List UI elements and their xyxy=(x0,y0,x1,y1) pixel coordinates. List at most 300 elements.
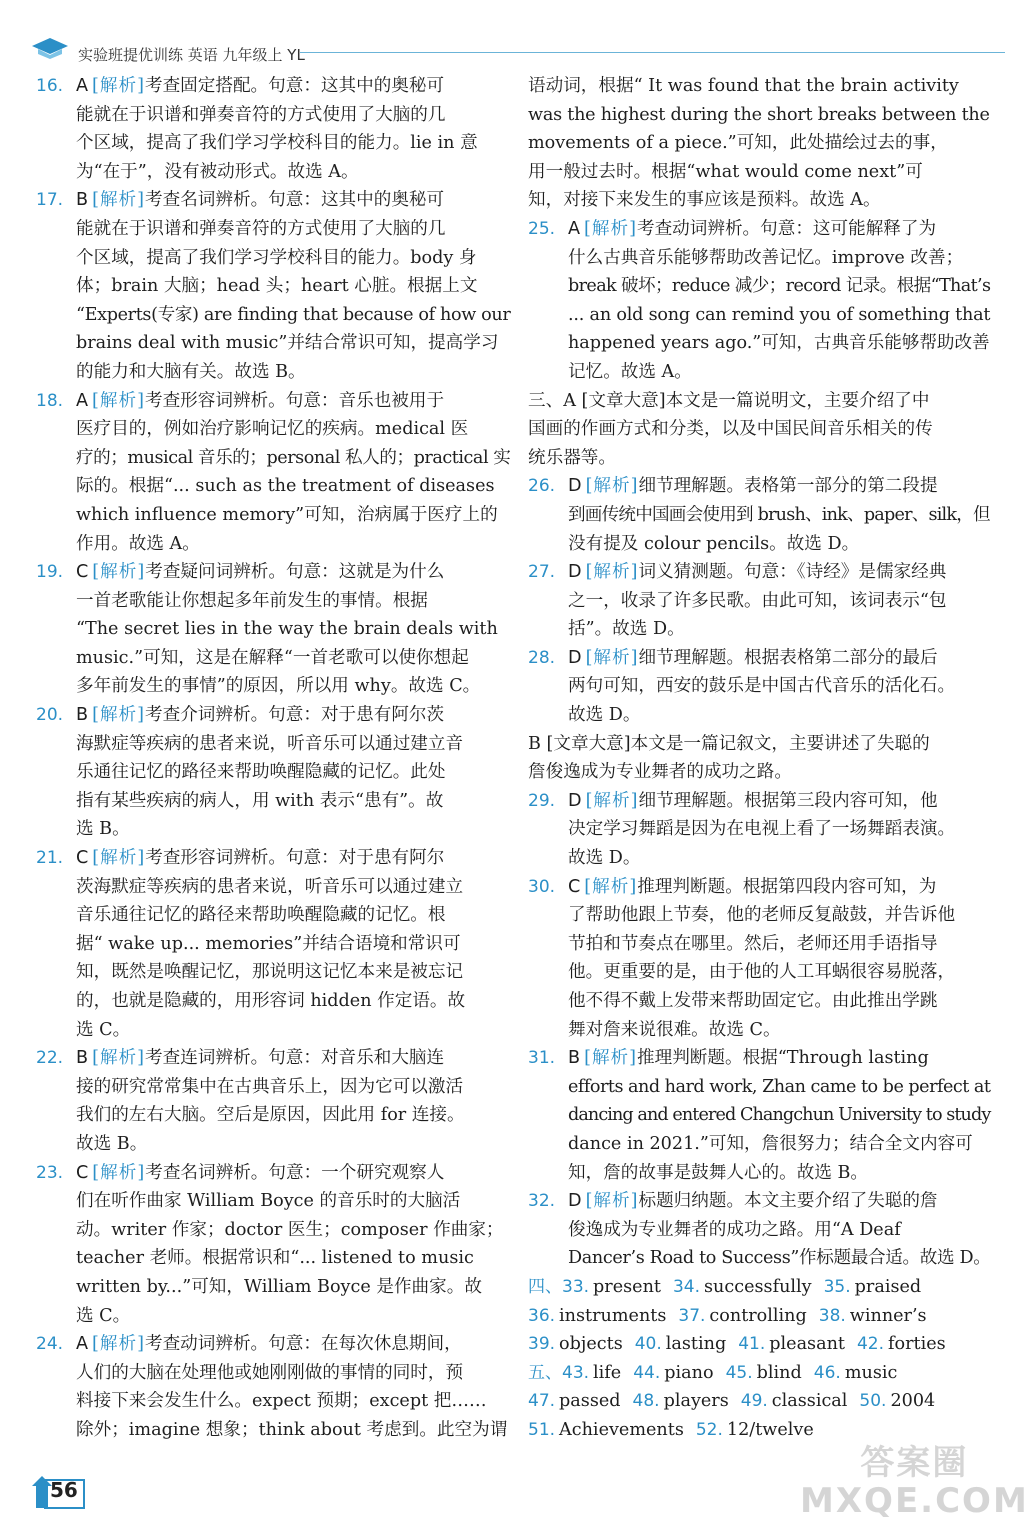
answer-item xyxy=(36,387,510,559)
question-number: 52. xyxy=(695,1419,723,1440)
answer-letter: D xyxy=(568,790,582,811)
text-line xyxy=(76,730,510,759)
text-line xyxy=(76,1273,510,1302)
analysis-tag: [解析] xyxy=(92,1334,145,1355)
answer-word: successfully xyxy=(704,1276,812,1297)
fill-answer xyxy=(633,1391,729,1411)
answer-item xyxy=(528,787,990,873)
answer-item xyxy=(528,644,990,730)
fill-answer xyxy=(562,1277,661,1297)
text-line xyxy=(568,1159,990,1188)
line-text: 考查形容词辨析。句意：音乐也被用于 xyxy=(144,390,445,411)
answer-word: forties xyxy=(888,1334,946,1355)
text-line xyxy=(568,701,990,730)
answer-item xyxy=(528,387,990,473)
line-text: 没有提及 colour pencils。故选 D。 xyxy=(568,533,860,554)
line-text: 什么古典音乐能够帮助改善记忆。improve 改善； xyxy=(568,247,964,268)
line-text: 语动词，根据“ It was found that the brain activity xyxy=(528,76,959,96)
text-line xyxy=(528,158,990,187)
line-text: 故选 D。 xyxy=(568,848,641,869)
question-number: 43. xyxy=(562,1362,590,1383)
text-line xyxy=(76,415,510,444)
question-number: 31. xyxy=(528,1048,556,1069)
text-line xyxy=(76,787,510,816)
analysis-tag: [解析] xyxy=(585,790,639,811)
line-text: which influence memory”可知，治病属于医疗上的 xyxy=(76,504,498,525)
question-number: 18. xyxy=(36,390,64,411)
text-line xyxy=(528,387,990,416)
question-number: 30. xyxy=(528,876,556,897)
question-number: 36. xyxy=(528,1305,556,1326)
line-text: 细节理解题。表格第一部分的第二段提 xyxy=(638,476,938,497)
fill-answer xyxy=(726,1363,802,1383)
fill-answer xyxy=(741,1391,848,1411)
fill-answer xyxy=(633,1363,713,1383)
answer-word: objects xyxy=(559,1334,623,1355)
fill-answer xyxy=(814,1363,898,1383)
answer-item xyxy=(36,1330,510,1444)
answer-letter: A xyxy=(76,390,89,411)
book-logo-icon xyxy=(30,36,70,60)
line-text: 标题归纳题。本文主要介绍了失聪的詹 xyxy=(638,1191,938,1212)
answer-item xyxy=(36,1159,510,1331)
line-text: 他不得不戴上发带来帮助固定它。由此推出学跳 xyxy=(568,991,938,1011)
line-text: 医疗目的，例如治疗影响记忆的疾病。medical 医 xyxy=(76,419,469,440)
line-text: 动。writer 作家；doctor 医生；composer 作曲家； xyxy=(76,1219,504,1240)
line-text: 三、A [文章大意]本文是一篇说明文，主要介绍了中 xyxy=(528,390,930,411)
text-line xyxy=(76,158,510,187)
line-text: 的能力和大脑有关。故选 B。 xyxy=(76,361,306,382)
line-text: 际的。根据“... such as the treatment of diseases xyxy=(76,476,495,497)
line-text: 细节理解题。根据表格第二部分的最后 xyxy=(638,647,938,668)
text-line xyxy=(76,1130,510,1159)
question-number: 47. xyxy=(528,1391,556,1412)
analysis-tag: [解析] xyxy=(585,1191,639,1212)
text-line xyxy=(568,901,990,930)
question-number: 22. xyxy=(36,1048,64,1069)
fill-row xyxy=(528,1273,990,1302)
page-header xyxy=(0,0,1033,64)
question-number: 44. xyxy=(633,1362,661,1383)
analysis-tag: [解析] xyxy=(92,1162,146,1183)
question-number: 16. xyxy=(36,76,64,96)
line-text: 个区域，提高了我们学习学校科目的能力。lie in 意 xyxy=(76,133,478,154)
text-line xyxy=(528,758,990,787)
text-line xyxy=(568,530,990,559)
fill-row xyxy=(528,1359,990,1388)
answer-letter: A xyxy=(76,1334,89,1355)
answer-letter: A xyxy=(568,218,581,239)
text-line xyxy=(528,444,990,473)
text-line xyxy=(568,1244,990,1273)
answer-letter: C xyxy=(76,848,89,869)
text-line xyxy=(568,844,990,873)
question-number: 19. xyxy=(36,562,64,583)
text-line xyxy=(528,129,990,158)
text-line xyxy=(76,186,510,215)
text-line xyxy=(76,1187,510,1216)
section-prefix: 四、 xyxy=(528,1276,562,1297)
line-text: dancing and entered Changchun University to study xyxy=(568,1105,991,1126)
line-text: “The secret lies in the way the brain deals with xyxy=(76,619,498,640)
line-text: 体；brain 大脑；head 头；heart 心脏。根据上文 xyxy=(76,276,478,297)
answer-word: classical xyxy=(771,1391,848,1412)
text-line xyxy=(76,129,510,158)
line-text: teacher 老师。根据常识和“... listened to music xyxy=(76,1248,474,1269)
text-line xyxy=(76,958,510,987)
question-number: 23. xyxy=(36,1162,64,1183)
line-text: 一首老歌能让你想起多年前发生的事情。根据 xyxy=(76,590,428,611)
line-text: written by...”可知，William Boyce 是作曲家。故 xyxy=(76,1276,482,1297)
text-line xyxy=(76,930,510,959)
line-text: 俊逸成为专业舞者的成功之路。用“A Deaf xyxy=(568,1219,901,1240)
answer-item xyxy=(36,186,510,386)
line-text: 考查动词辨析。句意：这可能解释了为 xyxy=(636,218,937,239)
question-number: 24. xyxy=(36,1334,64,1355)
line-text: 故选 B。 xyxy=(76,1133,148,1154)
analysis-tag: [解析] xyxy=(585,476,639,497)
line-text: 考查固定搭配。句意：这其中的奥秘可 xyxy=(144,76,445,96)
question-number: 45. xyxy=(725,1362,753,1383)
text-line xyxy=(568,930,990,959)
answer-letter: D xyxy=(568,476,582,497)
text-line xyxy=(76,215,510,244)
question-number: 49. xyxy=(740,1391,768,1412)
text-line xyxy=(76,329,510,358)
line-text: “Experts(专家) are finding that because of how our xyxy=(76,304,511,325)
analysis-tag: [解析] xyxy=(584,876,638,897)
analysis-tag: [解析] xyxy=(92,390,145,411)
text-line xyxy=(76,387,510,416)
text-line xyxy=(568,644,990,673)
line-text: break 破坏；reduce 减少；record 记录。根据“That’s xyxy=(568,276,991,297)
question-number: 21. xyxy=(36,848,64,869)
question-number: 20. xyxy=(36,705,64,726)
line-text: 选 C。 xyxy=(76,1305,131,1326)
question-number: 32. xyxy=(528,1191,556,1212)
fill-answer xyxy=(528,1306,666,1326)
question-number: 29. xyxy=(528,790,556,811)
text-line xyxy=(568,501,990,530)
analysis-tag: [解析] xyxy=(92,848,146,869)
question-number: 42. xyxy=(856,1334,885,1355)
line-text: 推理判断题。根据第四段内容可知，为 xyxy=(637,876,937,897)
answer-word: instruments xyxy=(559,1305,667,1326)
text-line xyxy=(568,1016,990,1045)
answer-word: players xyxy=(663,1391,729,1412)
text-line xyxy=(528,730,990,759)
line-text: 接的研究常常集中在古典音乐上，因为它可以激活 xyxy=(76,1076,464,1097)
line-text: ... an old song can remind you of something that xyxy=(568,304,991,325)
analysis-tag: [解析] xyxy=(584,1048,637,1069)
fill-answer xyxy=(859,1391,935,1411)
analysis-tag: [解析] xyxy=(584,218,637,239)
text-line xyxy=(76,244,510,273)
answer-item xyxy=(36,844,510,1044)
text-line xyxy=(76,644,510,673)
fill-row xyxy=(528,1302,990,1331)
text-line xyxy=(76,444,510,473)
fill-answer xyxy=(562,1363,621,1383)
answer-letter: D xyxy=(568,647,582,668)
line-text: 考查连词辨析。句意：对音乐和大脑连 xyxy=(145,1048,445,1069)
line-text: 到画传统中国画会使用到 brush、ink、paper、silk，但 xyxy=(568,504,990,525)
answer-letter: D xyxy=(568,562,582,583)
answer-word: piano xyxy=(664,1362,714,1383)
answer-item xyxy=(528,873,990,1045)
text-line xyxy=(568,558,990,587)
answer-letter: C xyxy=(76,1162,89,1183)
question-number: 51. xyxy=(528,1419,556,1440)
text-line xyxy=(76,558,510,587)
text-line xyxy=(568,301,990,330)
line-text: 知，既然是唤醒记忆，那说明这记忆本来是被忘记 xyxy=(76,962,464,983)
text-line xyxy=(568,1101,990,1130)
line-text: 知，对接下来发生的事应该是预料。故选 A。 xyxy=(528,190,881,211)
answer-item xyxy=(528,558,990,644)
text-line xyxy=(528,186,990,215)
text-line xyxy=(568,873,990,902)
line-text: dance in 2021.”可知，詹很努力；结合全文内容可 xyxy=(568,1133,973,1154)
text-line xyxy=(76,272,510,301)
text-line xyxy=(76,873,510,902)
line-text: 舞对詹来说很难。故选 C。 xyxy=(568,1019,781,1040)
line-text: was the highest during the short breaks between the xyxy=(528,104,990,125)
line-text: 词义猜测题。句意：《诗经》是儒家经典 xyxy=(638,562,947,583)
text-line xyxy=(76,1302,510,1331)
line-text: B [文章大意]本文是一篇记叙文，主要讲述了失聪的 xyxy=(528,733,930,754)
answer-item xyxy=(36,1044,510,1158)
text-line xyxy=(568,215,990,244)
line-text: 细节理解题。根据第三段内容可知，他 xyxy=(638,790,938,811)
fill-answer xyxy=(528,1420,684,1440)
answer-letter: A xyxy=(76,76,89,96)
analysis-tag: [解析] xyxy=(92,190,145,211)
text-line xyxy=(76,101,510,130)
line-text: 除外；imagine 想象；think about 考虑到。此空为谓 xyxy=(76,1419,508,1440)
analysis-tag: [解析] xyxy=(585,647,639,668)
question-number: 37. xyxy=(678,1305,706,1326)
line-text: 詹俊逸成为专业舞者的成功之路。 xyxy=(528,762,792,783)
line-text: 能就在于识谱和弹奏音符的方式使用了大脑的几 xyxy=(76,104,446,125)
text-line xyxy=(568,1073,990,1102)
text-line xyxy=(568,272,990,301)
answer-item xyxy=(528,1044,990,1187)
answer-word: blind xyxy=(756,1362,802,1383)
text-line xyxy=(76,815,510,844)
text-line xyxy=(568,787,990,816)
answer-letter: B xyxy=(76,190,89,211)
line-text: 疗的；musical 音乐的；personal 私人的；practical 实 xyxy=(76,447,511,468)
line-text: 选 C。 xyxy=(76,1019,131,1040)
text-line xyxy=(568,815,990,844)
line-text: 考查动词辨析。句意：在每次休息期间， xyxy=(144,1334,462,1355)
question-number: 25. xyxy=(528,218,556,239)
line-text: 考查介词辨析。句意：对于患有阿尔茨 xyxy=(145,705,445,726)
answer-word: winner’s xyxy=(849,1305,927,1326)
answer-letter: D xyxy=(568,1191,582,1212)
question-number: 48. xyxy=(632,1391,660,1412)
fill-answer xyxy=(528,1391,621,1411)
line-text: music.”可知，这是在解释“一首老歌可以使你想起 xyxy=(76,647,469,668)
line-text: 考查名词辨析。句意：一个研究观察人 xyxy=(145,1162,445,1183)
line-text: 他。更重要的是，由于他的人工耳蜗很容易脱落， xyxy=(568,962,956,983)
answer-item xyxy=(528,1187,990,1273)
answer-item xyxy=(36,701,510,844)
text-line xyxy=(76,1044,510,1073)
answer-word: music xyxy=(844,1362,898,1383)
line-text: 我们的左右大脑。空后是原因，因此用 for 连接。 xyxy=(76,1105,465,1126)
line-text: 国画的作画方式和分类，以及中国民间音乐相关的传 xyxy=(528,419,933,440)
text-line xyxy=(76,701,510,730)
text-line xyxy=(528,415,990,444)
line-text: 们在听作曲家 William Boyce 的音乐时的大脑活 xyxy=(76,1191,461,1212)
line-text: 考查形容词辨析。句意：对于患有阿尔 xyxy=(145,848,445,869)
text-line xyxy=(76,1159,510,1188)
answer-word: controlling xyxy=(709,1305,807,1326)
line-text: 节拍和节奏点在哪里。然后，老师还用手语指导 xyxy=(568,933,938,954)
answer-letter: C xyxy=(568,876,581,897)
line-text: 个区域，提高了我们学习学校科目的能力。body 身 xyxy=(76,247,477,268)
question-number: 17. xyxy=(36,190,64,211)
line-text: 考查疑问词辨析。句意：这就是为什么 xyxy=(145,562,445,583)
analysis-tag: [解析] xyxy=(92,705,145,726)
text-line xyxy=(568,472,990,501)
text-line xyxy=(76,358,510,387)
line-text: 指有某些疾病的病人，用 with 表示“患有”。故 xyxy=(76,790,444,811)
watermark-line-2: MXQE.COM xyxy=(800,1481,1029,1521)
answer-letter: C xyxy=(76,562,89,583)
page-number: 56 xyxy=(50,1478,78,1502)
question-number: 26. xyxy=(528,476,556,497)
fill-in-answers xyxy=(528,1273,990,1445)
line-text: movements of a piece.”可知，此处描绘过去的事， xyxy=(528,133,948,154)
text-line xyxy=(568,587,990,616)
line-text: 之一，收录了许多民歌。由此可知，该词表示“包 xyxy=(568,590,947,611)
text-line xyxy=(76,587,510,616)
question-number: 38. xyxy=(818,1305,846,1326)
text-line xyxy=(76,615,510,644)
question-number: 40. xyxy=(634,1334,662,1355)
text-line xyxy=(76,301,510,330)
text-line xyxy=(76,844,510,873)
fill-answer xyxy=(819,1306,927,1326)
line-text: 多年前发生的事情”的原因，所以用 why。故选 C。 xyxy=(76,676,481,697)
question-number: 41. xyxy=(738,1334,766,1355)
text-line xyxy=(76,1101,510,1130)
text-line xyxy=(568,244,990,273)
fill-row xyxy=(528,1416,990,1445)
text-line xyxy=(76,501,510,530)
section-prefix: 五、 xyxy=(528,1362,562,1383)
line-text: 海默症等疾病的患者来说，听音乐可以通过建立音 xyxy=(76,733,464,754)
fill-answer xyxy=(696,1420,814,1440)
text-line xyxy=(76,472,510,501)
text-line xyxy=(76,1216,510,1245)
question-number: 27. xyxy=(528,562,556,583)
text-line xyxy=(76,901,510,930)
fill-answer xyxy=(635,1334,726,1354)
line-text: 两句可知，西安的鼓乐是中国古代音乐的活化石。 xyxy=(568,676,956,697)
answer-word: Achievements xyxy=(559,1419,684,1440)
analysis-tag: [解析] xyxy=(92,76,145,96)
header-title: 实验班提优训练 英语 九年级上 YL xyxy=(78,46,305,64)
line-text: 为“在于”，没有被动形式。故选 A。 xyxy=(76,161,359,182)
answer-word: 2004 xyxy=(890,1391,936,1412)
question-number: 39. xyxy=(528,1334,556,1355)
answer-word: praised xyxy=(854,1276,922,1297)
line-text: 选 B。 xyxy=(76,819,130,840)
analysis-tag: [解析] xyxy=(92,1048,145,1069)
text-line xyxy=(76,758,510,787)
left-column xyxy=(36,72,510,1445)
text-line xyxy=(76,1016,510,1045)
text-line xyxy=(76,530,510,559)
fill-answer xyxy=(528,1334,623,1354)
answer-letter: B xyxy=(76,705,89,726)
text-line xyxy=(76,1073,510,1102)
line-text: efforts and hard work, Zhan came to be perfect at xyxy=(568,1076,991,1097)
text-line xyxy=(568,672,990,701)
line-text: 用一般过去时。根据“what would come next”可 xyxy=(528,161,923,182)
question-number: 50. xyxy=(859,1391,887,1412)
text-line xyxy=(76,1387,510,1416)
text-line xyxy=(76,1244,510,1273)
answer-letter: B xyxy=(76,1048,89,1069)
line-text: 统乐器等。 xyxy=(528,447,616,468)
line-text: happened years ago.”可知，古典音乐能够帮助改善 xyxy=(568,333,990,354)
text-line xyxy=(528,101,990,130)
line-text: 音乐通往记忆的路径来帮助唤醒隐藏的记忆。根 xyxy=(76,905,446,926)
line-text: 料接下来会发生什么。expect 预期；except 把…… xyxy=(76,1391,487,1412)
watermark-line-1: 答案圈 xyxy=(860,1443,969,1483)
analysis-tag: [解析] xyxy=(585,562,639,583)
line-text: 括”。故选 D。 xyxy=(568,619,685,640)
answer-item xyxy=(528,72,990,215)
answer-word: life xyxy=(593,1362,622,1383)
question-number: 34. xyxy=(672,1276,701,1297)
header-rule xyxy=(300,52,1005,53)
line-text: 故选 D。 xyxy=(568,705,641,726)
line-text: 决定学习舞蹈是因为在电视上看了一场舞蹈表演。 xyxy=(568,819,956,840)
text-line xyxy=(528,72,990,101)
line-text: 考查名词辨析。句意：这其中的奥秘可 xyxy=(145,190,445,211)
text-line xyxy=(76,72,510,101)
answer-word: 12/twelve xyxy=(726,1419,814,1440)
text-line xyxy=(568,1130,990,1159)
text-line xyxy=(568,1216,990,1245)
answer-word: present xyxy=(593,1276,661,1297)
line-text: 了帮助他跟上节奏，他的老师反复敲鼓，并告诉他 xyxy=(568,905,956,926)
text-line xyxy=(568,1187,990,1216)
question-number: 46. xyxy=(813,1362,841,1383)
question-number: 33. xyxy=(562,1276,590,1297)
answer-letter: B xyxy=(568,1048,581,1069)
line-text: 作用。故选 A。 xyxy=(76,533,200,554)
right-column xyxy=(528,72,990,1445)
text-line xyxy=(76,1359,510,1388)
text-line xyxy=(76,987,510,1016)
line-text: 推理判断题。根据“Through lasting xyxy=(637,1048,929,1069)
line-text: 乐通往记忆的路径来帮助唤醒隐藏的记忆。此处 xyxy=(76,762,446,783)
line-text: 能就在于识谱和弹奏音符的方式使用了大脑的几 xyxy=(76,218,446,239)
watermark xyxy=(800,1444,1029,1520)
right-column-items xyxy=(528,72,990,1273)
text-line xyxy=(568,987,990,1016)
line-text: 据“ wake up... memories”并结合语境和常识可 xyxy=(76,933,461,954)
answer-word: passed xyxy=(559,1391,621,1412)
fill-answer xyxy=(673,1277,812,1297)
